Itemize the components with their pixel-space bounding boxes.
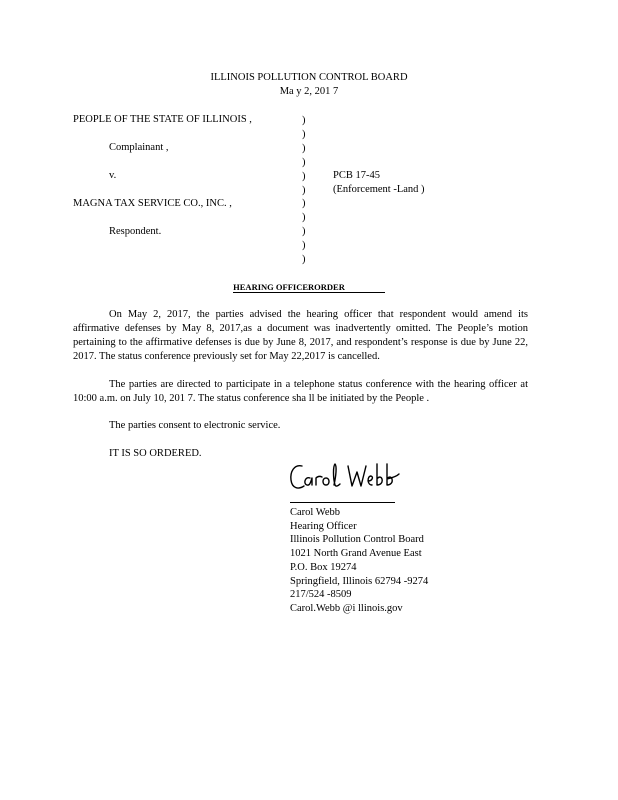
address-city: Springfield, Illinois 62794 -9274 (290, 575, 429, 587)
caption-paren: ) (302, 128, 306, 140)
signer-title: Hearing Officer (290, 520, 357, 532)
caption-paren: ) (302, 226, 306, 238)
caption-paren: ) (302, 254, 306, 266)
agency-header: ILLINOIS POLLUTION CONTROL BOARD (210, 72, 408, 83)
order-date: Ma y 2, 201 7 (279, 86, 339, 97)
complainant-label: Complainant , (109, 142, 169, 153)
signature-line (290, 502, 395, 503)
body-paragraph-2: The parties are directed to participate in a telephone status conference with the hearing officer at 10:00 a.m. on July 10, 201 7. The status conference sha ll be initiated by the People . (73, 379, 528, 404)
caption-paren: ) (302, 142, 306, 154)
respondent-label: Respondent. (109, 226, 162, 237)
defendant-name: MAGNA TAX SERVICE CO., INC. , (73, 198, 232, 209)
caption-paren: ) (302, 115, 306, 126)
signer-phone: 217/524 -8509 (290, 589, 352, 601)
case-number: PCB 17-45 (333, 170, 380, 181)
body-paragraph-1: On May 2, 2017, the parties advised the hearing officer that respondent would amend its affirmative defenses by May 8, 2017,as a document was inadvertently omitted. The People’s motion pertaining to the affirmative defenses is due by June 8, 2017, and respondent’s response is due by June 22, 2017. The status conference previously set for May 22,2017 is cancelled. (73, 309, 528, 362)
handwritten-signature (288, 458, 413, 498)
caption-paren: ) (302, 198, 306, 210)
case-type: (Enforcement -Land ) (333, 184, 425, 195)
closing-statement: IT IS SO ORDERED. (109, 448, 202, 459)
order-title (0, 282, 618, 292)
caption-paren: ) (302, 156, 306, 168)
caption-paren: ) (302, 212, 306, 224)
signature-block (290, 506, 428, 616)
signer-email: Carol.Webb @i llinois.gov (290, 602, 403, 614)
body-paragraph-3: The parties consent to electronic service. (109, 420, 281, 431)
signer-name: Carol Webb (290, 507, 340, 518)
address-street: 1021 North Grand Avenue East (290, 548, 422, 560)
plaintiff-name: PEOPLE OF THE STATE OF ILLINOIS , (73, 114, 252, 125)
caption-paren: ) (302, 240, 306, 252)
caption-bracket (302, 114, 306, 267)
versus-label: v. (109, 170, 117, 181)
address-po-box: P.O. Box 19274 (290, 561, 357, 573)
order-title-text: HEARING OFFICERORDER (233, 282, 385, 293)
caption-paren: ) (302, 184, 306, 196)
caption-paren: ) (302, 170, 306, 182)
signer-agency: Illinois Pollution Control Board (290, 534, 424, 546)
